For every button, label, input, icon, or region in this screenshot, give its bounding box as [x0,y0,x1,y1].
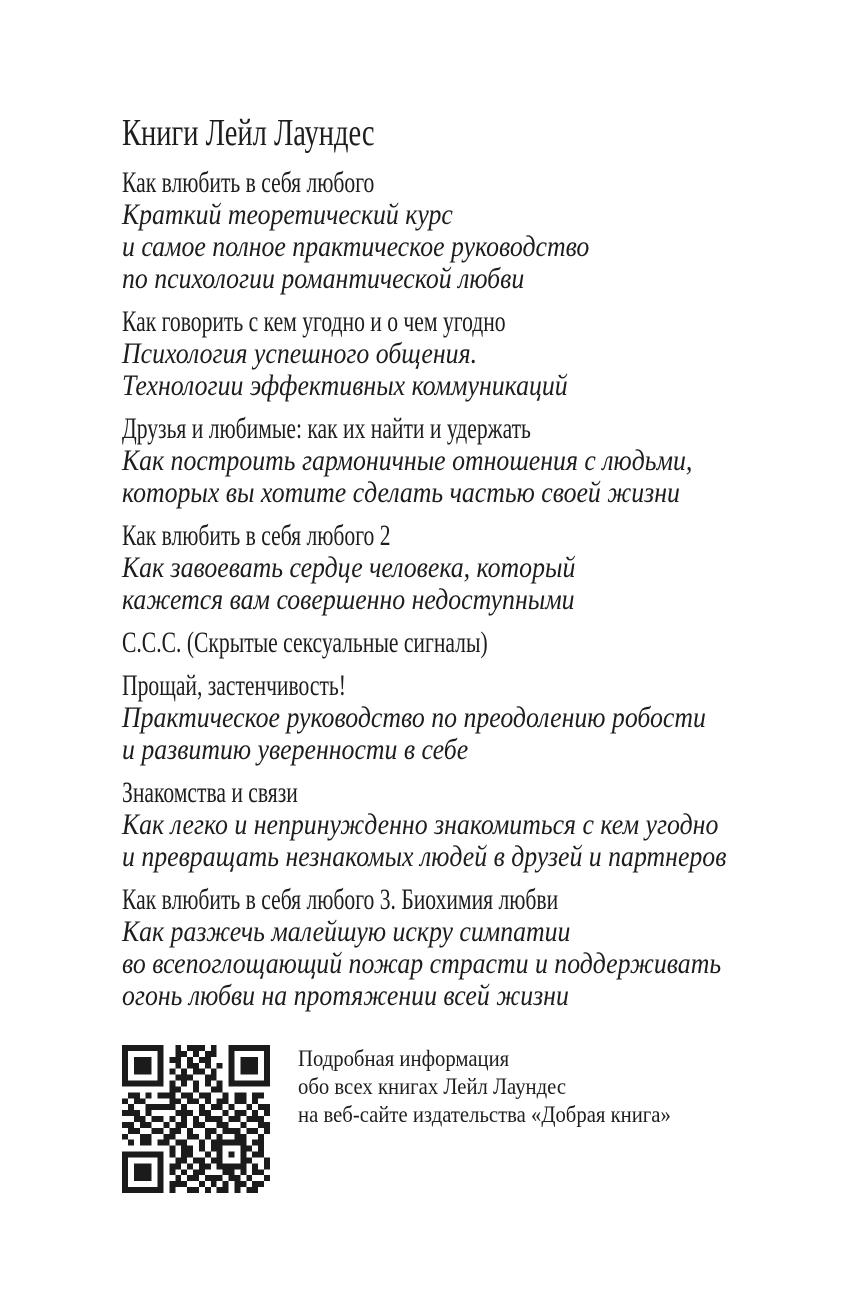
book-title-line: С.С.С. (Скрытые сексуальные сигналы) [122,626,488,659]
book-subtitle-line: Психология успешного общения. [122,337,478,370]
book-subtitle-line: по психологии романтической любви [122,262,525,295]
book-subtitle-line: Технологии эффективных коммуникаций [122,369,568,402]
book-subtitle-line: и превращать незнакомых людей в друзей и партнеров [122,840,727,873]
book-title-line: Как влюбить в себя любого 3. Биохимия любви [122,883,559,916]
book-title-line: Знакомства и связи [122,776,298,809]
book-subtitle-line: и самое полное практическое руководство [122,230,590,263]
qr-section [122,1045,796,1193]
book-entry [122,520,796,616]
book-title-line: Как говорить с кем угодно и о чем угодно [122,305,506,338]
book-subtitle-line: Краткий теоретический курс [122,198,453,231]
book-subtitle-line: и развитию уверенности в себе [122,733,469,766]
book-entry [122,167,796,295]
book-title-line: Как влюбить в себя любого [122,166,375,199]
book-list [122,167,796,1012]
page-title: Книги Лейл Лаундес [122,112,375,154]
book-title-line: Как влюбить в себя любого 2 [122,519,391,552]
book-entry [122,884,796,1012]
book-subtitle-line: Как построить гармоничные отношения с людьми, [122,444,693,477]
book-entry [122,627,796,659]
book-subtitle-line: которых вы хотите сделать частью своей жизни [122,476,680,509]
book-subtitle-line: во всепоглощающий пожар страсти и поддерживать [122,947,722,980]
book-title-line: Друзья и любимые: как их найти и удержать [122,412,531,445]
book-entry [122,306,796,402]
book-subtitle-line: Как легко и непринужденно знакомиться с кем угодно [122,808,719,841]
book-entry [122,777,796,873]
qr-caption-line: обо всех книгах Лейл Лаундес [298,1074,567,1099]
qr-caption-line: Подробная информация [298,1046,510,1071]
qr-caption-line: на веб-сайте издательства «Добрая книга» [298,1102,671,1127]
qr-code [122,1045,270,1193]
book-entry [122,670,796,766]
qr-caption [298,1045,712,1129]
book-subtitle-line: Как разжечь малейшую искру симпатии [122,915,571,948]
book-subtitle-line: огонь любви на протяжении всей жизни [122,979,569,1012]
book-title-line: Прощай, застенчивость! [122,669,346,702]
book-entry [122,413,796,509]
book-subtitle-line: кажется вам совершенно недоступными [122,583,575,616]
book-subtitle-line: Как завоевать сердце человека, который [122,551,576,584]
book-subtitle-line: Практическое руководство по преодолению робости [122,701,706,734]
